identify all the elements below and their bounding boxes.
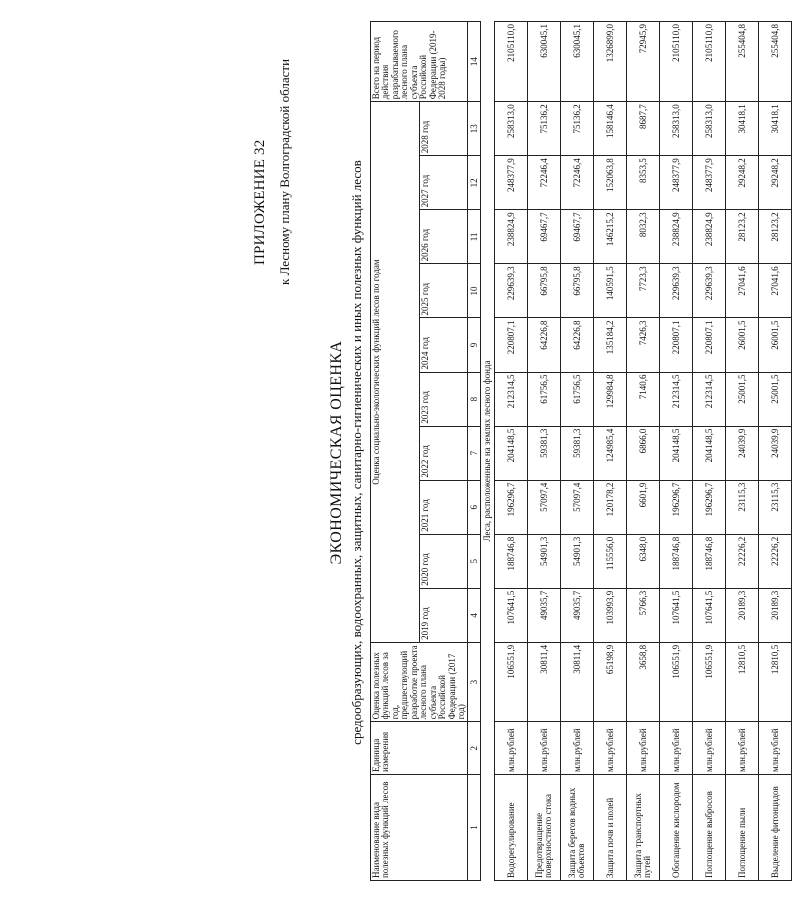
row-value: 220807,1 (693, 318, 726, 372)
appendix-label: ПРИЛОЖЕНИЕ 32 (252, 139, 268, 265)
header-year: 2021 год (419, 480, 468, 534)
row-value: 22226,2 (759, 534, 792, 588)
row-value: 6866,0 (627, 426, 660, 480)
row-value: 1326899,0 (594, 22, 627, 102)
section-heading: Леса, расположенные на землях лесного фонда (481, 22, 495, 881)
header-year: 2023 год (419, 372, 468, 426)
row-value: 258313,0 (660, 102, 693, 156)
row-value: 6601,9 (627, 480, 660, 534)
row-value: 69467,7 (528, 210, 561, 264)
row-value: 6348,0 (627, 534, 660, 588)
row-value: 258313,0 (495, 102, 528, 156)
row-value: 26001,5 (726, 318, 759, 372)
row-value: 258313,0 (693, 102, 726, 156)
valuation-table (370, 21, 792, 881)
header-year: 2024 год (419, 318, 468, 372)
row-value: 229639,3 (495, 264, 528, 318)
row-value: 20189,3 (726, 588, 759, 642)
row-unit: млн.рублей (495, 722, 528, 775)
row-value: 220807,1 (660, 318, 693, 372)
row-value: 140591,5 (594, 264, 627, 318)
row-value: 238824,9 (693, 210, 726, 264)
row-unit: млн.рублей (693, 722, 726, 775)
row-value: 255404,8 (726, 22, 759, 102)
row-value: 107641,5 (660, 588, 693, 642)
row-value: 20189,3 (759, 588, 792, 642)
row-value: 188746,8 (693, 534, 726, 588)
row-value: 229639,3 (660, 264, 693, 318)
row-value: 188746,8 (495, 534, 528, 588)
row-value: 204148,5 (495, 426, 528, 480)
header-year: 2022 год (419, 426, 468, 480)
row-value: 30418,1 (726, 102, 759, 156)
row-value: 7140,6 (627, 372, 660, 426)
row-value: 8687,7 (627, 102, 660, 156)
column-number: 10 (468, 264, 481, 318)
row-unit: млн.рублей (528, 722, 561, 775)
column-number: 5 (468, 534, 481, 588)
row-value: 27041,6 (726, 264, 759, 318)
header-year: 2025 год (419, 264, 468, 318)
row-value: 54901,3 (561, 534, 594, 588)
row-value: 12810,5 (759, 642, 792, 722)
header-year: 2019 год (419, 588, 468, 642)
row-name: Защита почв и полей (594, 775, 627, 881)
row-value: 28123,2 (726, 210, 759, 264)
row-value: 2105110,0 (660, 22, 693, 102)
row-value: 72945,9 (627, 22, 660, 102)
row-value: 75136,2 (528, 102, 561, 156)
row-value: 66795,8 (528, 264, 561, 318)
row-value: 212314,5 (660, 372, 693, 426)
column-number: 9 (468, 318, 481, 372)
row-value: 115556,0 (594, 534, 627, 588)
row-value: 24039,9 (726, 426, 759, 480)
row-value: 106551,9 (660, 642, 693, 722)
row-value: 61756,5 (528, 372, 561, 426)
row-value: 24039,9 (759, 426, 792, 480)
row-value: 59381,3 (561, 426, 594, 480)
row-value: 152063,8 (594, 156, 627, 210)
header-unit: Единица измерения (371, 722, 468, 775)
table-row (627, 22, 660, 881)
row-value: 65198,9 (594, 642, 627, 722)
column-number: 11 (468, 210, 481, 264)
column-number: 8 (468, 372, 481, 426)
header-year: 2020 год (419, 534, 468, 588)
row-unit: млн.рублей (594, 722, 627, 775)
row-value: 630045,1 (528, 22, 561, 102)
row-value: 72246,4 (528, 156, 561, 210)
column-number-row (468, 22, 481, 881)
row-value: 57097,4 (561, 480, 594, 534)
row-value: 135184,2 (594, 318, 627, 372)
row-value: 2105110,0 (495, 22, 528, 102)
row-value: 26001,5 (759, 318, 792, 372)
row-value: 3658,8 (627, 642, 660, 722)
row-value: 75136,2 (561, 102, 594, 156)
row-value: 146215,2 (594, 210, 627, 264)
row-value: 229639,3 (693, 264, 726, 318)
column-number: 2 (468, 722, 481, 775)
row-unit: млн.рублей (759, 722, 792, 775)
row-value: 64226,8 (561, 318, 594, 372)
table-body (481, 22, 792, 881)
row-value: 30418,1 (759, 102, 792, 156)
row-value: 238824,9 (660, 210, 693, 264)
row-value: 69467,7 (561, 210, 594, 264)
row-value: 30811,4 (528, 642, 561, 722)
row-value: 27041,6 (759, 264, 792, 318)
row-name: Поглощение выбросов (693, 775, 726, 881)
row-value: 29248,2 (726, 156, 759, 210)
row-value: 204148,5 (660, 426, 693, 480)
row-value: 196296,7 (495, 480, 528, 534)
table-row (594, 22, 627, 881)
table-row (660, 22, 693, 881)
row-value: 212314,5 (495, 372, 528, 426)
row-value: 106551,9 (693, 642, 726, 722)
row-value: 238824,9 (495, 210, 528, 264)
row-value: 30811,4 (561, 642, 594, 722)
row-value: 212314,5 (693, 372, 726, 426)
row-value: 23115,3 (726, 480, 759, 534)
row-value: 7723,3 (627, 264, 660, 318)
document-title: ЭКОНОМИЧЕСКАЯ ОЦЕНКА (328, 340, 345, 565)
row-value: 630045,1 (561, 22, 594, 102)
table-row (693, 22, 726, 881)
row-value: 12810,5 (726, 642, 759, 722)
row-value: 25001,5 (759, 372, 792, 426)
row-value: 124985,4 (594, 426, 627, 480)
table-row (726, 22, 759, 881)
table-row (561, 22, 594, 881)
row-value: 23115,3 (759, 480, 792, 534)
row-value: 188746,8 (660, 534, 693, 588)
header-year: 2026 год (419, 210, 468, 264)
row-value: 248377,9 (495, 156, 528, 210)
header-name: Наименование вида полезных функций лесов (371, 775, 468, 881)
table-row (495, 22, 528, 881)
row-value: 66795,8 (561, 264, 594, 318)
row-value: 129984,8 (594, 372, 627, 426)
document-subtitle: средообразующих, водоохранных, защитных, санитарно-гигиенических и иных полезных функций лесов (349, 160, 364, 745)
row-name: Защита берегов водных объектов (561, 775, 594, 881)
row-value: 106551,9 (495, 642, 528, 722)
table-row (759, 22, 792, 881)
row-value: 59381,3 (528, 426, 561, 480)
row-value: 158146,4 (594, 102, 627, 156)
column-number: 1 (468, 775, 481, 881)
row-value: 5766,3 (627, 588, 660, 642)
row-value: 72246,4 (561, 156, 594, 210)
row-value: 7426,3 (627, 318, 660, 372)
row-name: Водорегулирование (495, 775, 528, 881)
row-value: 248377,9 (693, 156, 726, 210)
row-value: 103993,9 (594, 588, 627, 642)
row-value: 49035,7 (561, 588, 594, 642)
column-number: 13 (468, 102, 481, 156)
row-value: 255404,8 (759, 22, 792, 102)
column-number: 14 (468, 22, 481, 102)
row-name: Обогащение кислородом (660, 775, 693, 881)
row-value: 2105110,0 (693, 22, 726, 102)
row-value: 25001,5 (726, 372, 759, 426)
row-value: 8032,3 (627, 210, 660, 264)
row-unit: млн.рублей (627, 722, 660, 775)
row-value: 57097,4 (528, 480, 561, 534)
row-unit: млн.рублей (726, 722, 759, 775)
row-value: 8353,5 (627, 156, 660, 210)
column-number: 12 (468, 156, 481, 210)
row-name: Предотвращение поверхностного стока (528, 775, 561, 881)
column-number: 6 (468, 480, 481, 534)
row-value: 107641,5 (693, 588, 726, 642)
plan-reference: к Лесному плану Волгоградской области (277, 58, 292, 285)
table-row (528, 22, 561, 881)
column-number: 4 (468, 588, 481, 642)
row-value: 64226,8 (528, 318, 561, 372)
column-number: 7 (468, 426, 481, 480)
row-unit: млн.рублей (561, 722, 594, 775)
row-value: 28123,2 (759, 210, 792, 264)
row-value: 220807,1 (495, 318, 528, 372)
row-value: 204148,5 (693, 426, 726, 480)
row-value: 29248,2 (759, 156, 792, 210)
row-value: 49035,7 (528, 588, 561, 642)
row-value: 248377,9 (660, 156, 693, 210)
header-total: Всего на период действия разрабатываемого лесного плана субъекта Российской Федерации (2019-2028 годы) (371, 22, 468, 102)
row-unit: млн.рублей (660, 722, 693, 775)
row-value: 61756,5 (561, 372, 594, 426)
row-value: 22226,2 (726, 534, 759, 588)
header-year: 2028 год (419, 102, 468, 156)
header-year: 2027 год (419, 156, 468, 210)
row-value: 54901,3 (528, 534, 561, 588)
row-name: Выделение фитонцидов (759, 775, 792, 881)
header-year-group: Оценка социально-экологических функций лесов по годам (371, 102, 420, 643)
row-value: 107641,5 (495, 588, 528, 642)
row-value: 196296,7 (693, 480, 726, 534)
header-assessment: Оценка полезных функций лесов за год, предшествующий разработке проекта лесного плана субъекта Российской Федерации (2017 год) (371, 642, 468, 722)
column-number: 3 (468, 642, 481, 722)
row-name: Поглощение пыли (726, 775, 759, 881)
row-name: Защита транспортных путей (627, 775, 660, 881)
row-value: 196296,7 (660, 480, 693, 534)
row-value: 120178,2 (594, 480, 627, 534)
